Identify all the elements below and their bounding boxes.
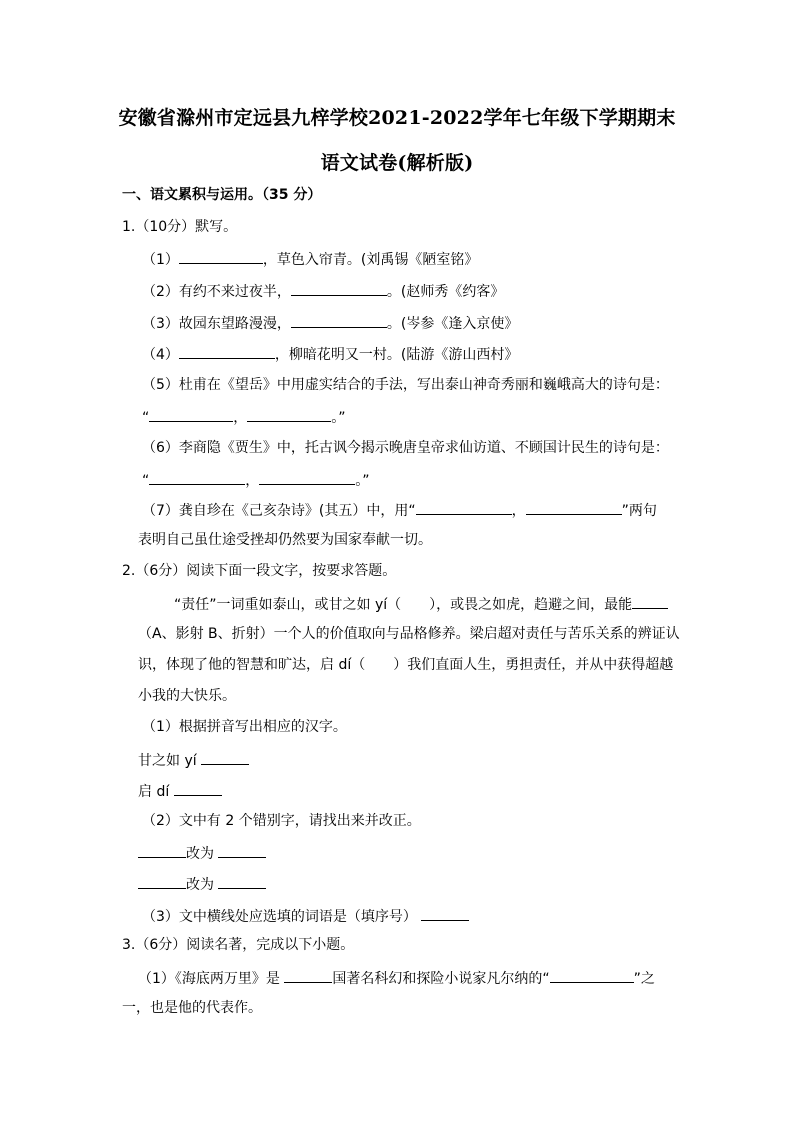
answer-blank[interactable] <box>138 874 186 889</box>
q1-item-3-text: （3）故园东望路漫漫， <box>142 316 291 332</box>
answer-blank[interactable] <box>218 843 266 858</box>
answer-blank[interactable] <box>201 750 249 765</box>
q1-item-7 <box>142 500 657 520</box>
q2-passage-line4: 小我的大快乐。 <box>138 688 236 704</box>
quote-close: 。” <box>355 473 370 489</box>
answer-blank[interactable] <box>291 281 387 296</box>
quote-open: “ <box>142 473 150 489</box>
q3-sub1-text: （1）《海底两万里》是 <box>138 971 280 987</box>
passage-text: “责任”一词重如泰山，或甘之如 yí（ <box>174 597 402 613</box>
q1-item-1 <box>142 249 478 269</box>
answer-blank[interactable] <box>416 500 512 515</box>
q1-heading: 1.（10分）默写。 <box>122 219 238 235</box>
comma: ， <box>233 410 248 426</box>
q1-item-1-text: ，草色入帘青。(刘禹锡《陋室铭》 <box>262 252 479 268</box>
q3-sub1 <box>138 968 655 988</box>
q2-sub2: （2）文中有 2 个错别字，请找出来并改正。 <box>142 813 421 829</box>
answer-blank[interactable] <box>632 594 668 609</box>
q2-passage-line2: （A、影射 B、折射）一个人的价值取向与品格修养。梁启超对责任与苦乐关系的辨证认 <box>138 626 680 642</box>
passage-text: 识，体现了他的智慧和旷达，启 dí（ <box>138 657 366 673</box>
answer-blank[interactable] <box>179 344 275 359</box>
change-label: 改为 <box>186 877 214 893</box>
passage-text: ）我们直面人生，勇担责任，并从中获得超越 <box>393 657 674 673</box>
q1-item-6-answer <box>142 470 370 490</box>
answer-blank[interactable] <box>421 906 469 921</box>
quote-close: 。” <box>331 410 346 426</box>
pinyin-prompt: 甘之如 yí <box>138 753 197 769</box>
comma: ， <box>245 473 260 489</box>
pinyin-prompt: 启 dí <box>138 784 170 800</box>
q2-sub2-a <box>138 843 266 863</box>
q1-item-6: （6）李商隐《贾生》中，托古讽今揭示晚唐皇帝求仙访道、不顾国计民生的诗句是： <box>142 440 669 456</box>
q1-item-4-text: ，柳暗花明又一村。(陆游《游山西村》 <box>274 347 519 363</box>
q2-passage-line3 <box>138 656 673 674</box>
q2-sub3 <box>142 906 469 926</box>
answer-blank[interactable] <box>284 968 332 983</box>
q2-sub3-text: （3）文中横线处应选填的词语是（填序号） <box>142 909 417 925</box>
q3-sub1-tail: ”之 <box>633 971 655 987</box>
q1-item-3-source: 。(岑参《逢入京使》 <box>386 316 519 332</box>
q1-item-1-num: （1） <box>142 252 179 268</box>
q2-heading: 2.（6分）阅读下面一段文字，按要求答题。 <box>122 563 397 579</box>
section-heading: 一、语文累积与运用。（35 分） <box>122 187 322 203</box>
answer-blank[interactable] <box>218 874 266 889</box>
q2-sub1-b <box>138 781 222 801</box>
answer-blank[interactable] <box>550 968 634 983</box>
q1-item-5-answer <box>142 407 346 427</box>
answer-blank[interactable] <box>526 500 622 515</box>
q3-heading: 3.（6分）阅读名著，完成以下小题。 <box>122 937 355 953</box>
q1-item-2-source: 。(赵师秀《约客》 <box>386 284 505 300</box>
q1-item-7-line2: 表明自己虽仕途受挫却仍然要为国家奉献一切。 <box>138 532 432 548</box>
answer-blank[interactable] <box>174 781 222 796</box>
q2-sub1: （1）根据拼音写出相应的汉字。 <box>142 719 347 735</box>
q1-item-4 <box>142 344 518 364</box>
q2-passage-line1 <box>174 594 668 614</box>
q1-item-4-num: （4） <box>142 347 179 363</box>
exam-title-line2: 语文试卷(解析版) <box>320 152 474 174</box>
exam-title-line1: 安徽省滁州市定远县九梓学校2021-2022学年七年级下学期期末 <box>118 107 676 129</box>
q2-sub2-b <box>138 874 266 894</box>
comma: ， <box>511 503 526 519</box>
answer-blank[interactable] <box>138 843 186 858</box>
q3-sub1-line2: 一，也是他的代表作。 <box>122 1000 262 1016</box>
answer-blank[interactable] <box>149 407 233 422</box>
answer-blank[interactable] <box>259 470 355 485</box>
q1-item-2 <box>142 281 504 301</box>
q1-item-7-text: （7）龚自珍在《己亥杂诗》(其五）中，用“ <box>142 503 416 519</box>
answer-blank[interactable] <box>247 407 331 422</box>
q1-item-7-tail: ”两句 <box>621 503 657 519</box>
q1-item-3 <box>142 313 518 333</box>
q3-sub1-text: 国著名科幻和探险小说家凡尔纳的“ <box>332 971 550 987</box>
quote-open: “ <box>142 410 150 426</box>
q1-item-5: （5）杜甫在《望岳》中用虚实结合的手法，写出泰山神奇秀丽和巍峨高大的诗句是： <box>142 377 669 393</box>
change-label: 改为 <box>186 846 214 862</box>
answer-blank[interactable] <box>291 313 387 328</box>
q1-item-2-text: （2）有约不来过夜半， <box>142 284 291 300</box>
answer-blank[interactable] <box>179 249 263 264</box>
passage-text: ），或畏之如虎，趋避之间，最能 <box>429 597 633 613</box>
answer-blank[interactable] <box>149 470 245 485</box>
q2-sub1-a <box>138 750 249 770</box>
